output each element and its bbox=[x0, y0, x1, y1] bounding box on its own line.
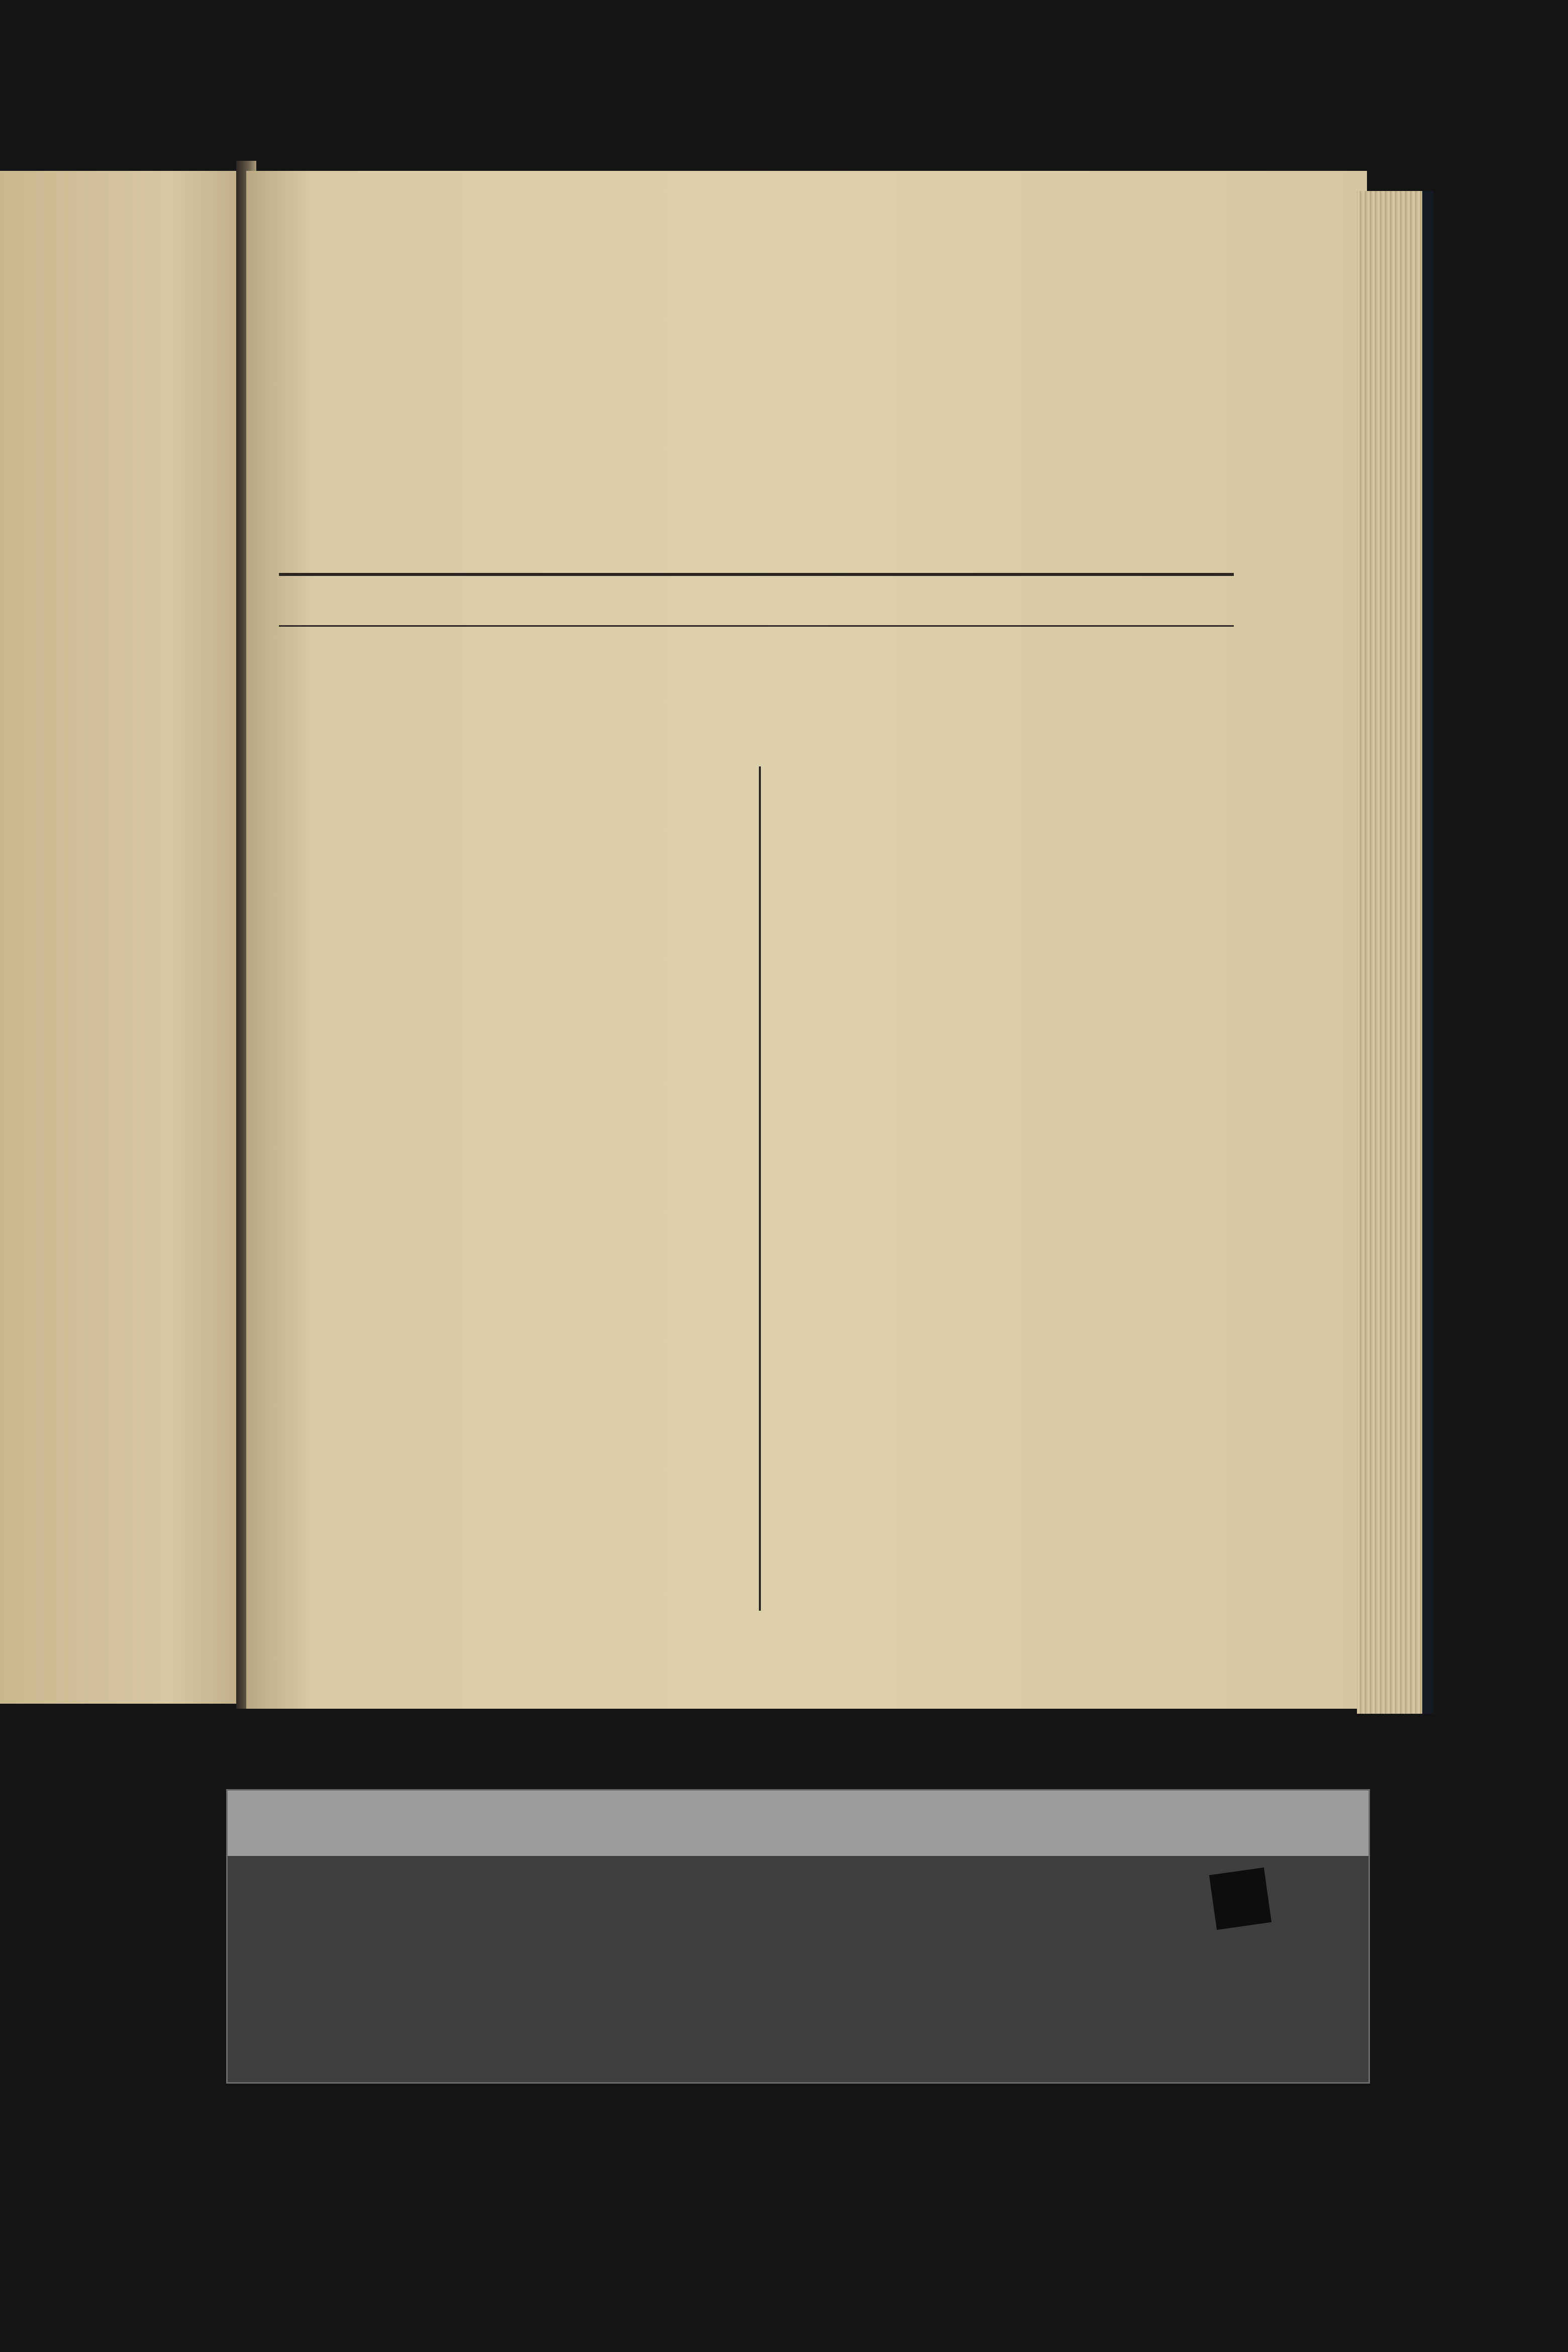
page-edges bbox=[1357, 191, 1433, 1714]
left-page-footer bbox=[5, 1588, 236, 1592]
issue-bar bbox=[281, 582, 1231, 622]
masthead-rule-bottom bbox=[279, 625, 1234, 627]
bound-volume bbox=[0, 141, 1422, 1719]
masthead-title bbox=[291, 146, 1226, 291]
danes-picta-logo bbox=[1209, 1868, 1271, 1930]
right-page bbox=[246, 171, 1367, 1709]
column-divider bbox=[759, 766, 761, 1611]
colour-chart-card bbox=[226, 1789, 1370, 2084]
measuring-ruler bbox=[228, 1791, 1368, 1856]
left-page bbox=[0, 171, 244, 1704]
masthead-rule-top bbox=[279, 573, 1234, 576]
